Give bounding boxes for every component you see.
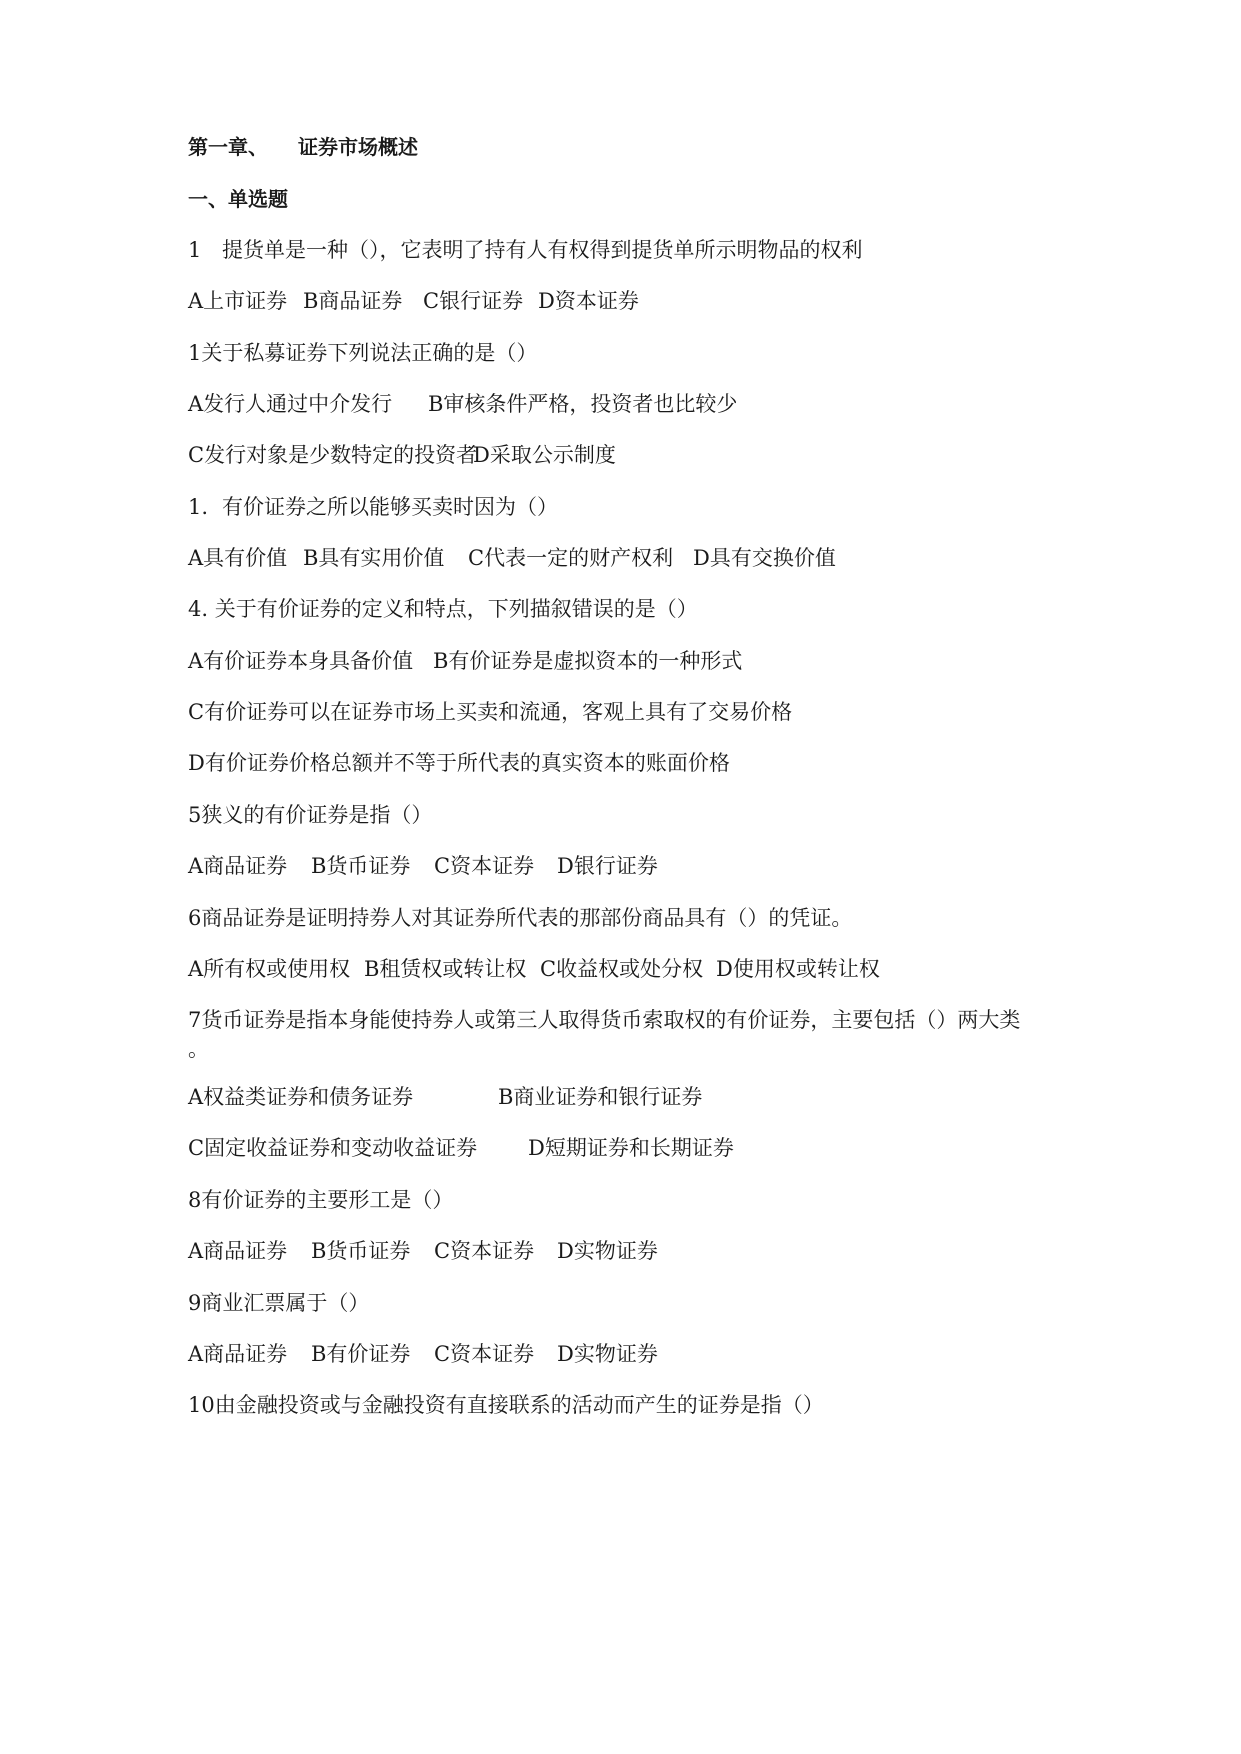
question-text: 提货单是一种（），它表明了持有人有权得到提货单所示明物品的权利: [222, 238, 863, 262]
option: B商业证券和银行证券: [498, 1085, 703, 1109]
options-row: [188, 954, 880, 984]
option: D实物证券: [557, 1239, 658, 1263]
option: B商品证券: [303, 289, 403, 313]
option: C资本证券: [434, 1239, 535, 1263]
option: D具有交换价值: [693, 546, 836, 570]
question-stem: 4. 关于有价证券的定义和特点，下列描叙错误的是（）: [188, 597, 698, 621]
chapter-title: 证券市场概述: [298, 135, 418, 159]
option: C收益权或处分权: [540, 957, 704, 981]
option: B有价证券是虚拟资本的一种形式: [433, 649, 743, 673]
option: A所有权或使用权: [188, 957, 351, 981]
option: B货币证券: [311, 1239, 411, 1263]
option: B货币证券: [311, 854, 411, 878]
option: A商品证券: [188, 1239, 288, 1263]
option: A具有价值: [188, 546, 288, 570]
options-row: [188, 1339, 658, 1369]
option: B审核条件严格，投资者也比较少: [428, 392, 738, 416]
options-row: [188, 851, 658, 881]
question-stem: 8有价证券的主要形工是（）: [188, 1188, 454, 1212]
option: A上市证券: [188, 289, 288, 313]
question-stem: [188, 235, 863, 265]
option: A权益类证券和债务证券: [188, 1085, 414, 1109]
chapter-heading: [188, 132, 418, 162]
question-stem: 9商业汇票属于（）: [188, 1291, 370, 1315]
option: B租赁权或转让权: [364, 957, 527, 981]
question-stem: 5狭义的有价证券是指（）: [188, 803, 433, 827]
options-row: [188, 389, 737, 419]
options-row: [188, 1236, 658, 1266]
option: A有价证券本身具备价值: [188, 649, 414, 673]
option: A商品证券: [188, 854, 288, 878]
option: C资本证券: [434, 854, 535, 878]
option: D银行证券: [557, 854, 658, 878]
option: D资本证券: [538, 289, 639, 313]
option: C银行证券: [423, 289, 524, 313]
option: A发行人通过中介发行: [188, 392, 393, 416]
option: D使用权或转让权: [716, 957, 880, 981]
question-stem: [188, 492, 558, 522]
options-row: [188, 646, 742, 676]
option: C代表一定的财产权利: [468, 546, 674, 570]
options-row: [188, 1133, 734, 1163]
option: B具有实用价值: [303, 546, 445, 570]
option: D有价证券价格总额并不等于所代表的真实资本的账面价格: [188, 751, 730, 775]
options-row: [188, 286, 639, 316]
question-stem: 1关于私募证券下列说法正确的是（）: [188, 341, 538, 365]
question-stem: 7货币证券是指本身能使持券人或第三人取得货币索取权的有价证券，主要包括（）两大类: [188, 1008, 1021, 1032]
option: D采取公示制度: [473, 443, 616, 467]
question-stem-continuation: 。: [188, 1037, 209, 1061]
option: C固定收益证券和变动收益证券: [188, 1136, 478, 1160]
question-stem: 10由金融投资或与金融投资有直接联系的活动而产生的证券是指（）: [188, 1393, 824, 1417]
options-row: [188, 440, 616, 470]
option: C资本证券: [434, 1342, 535, 1366]
option: A商品证券: [188, 1342, 288, 1366]
option: C发行对象是少数特定的投资者: [188, 443, 478, 467]
question-number: 1: [188, 238, 202, 262]
chapter-number: 第一章、: [188, 135, 268, 159]
option: D短期证券和长期证券: [528, 1136, 734, 1160]
section-heading: 一、单选题: [188, 187, 288, 211]
question-number: 1.: [188, 495, 209, 519]
option: B有价证券: [311, 1342, 411, 1366]
option: C有价证券可以在证券市场上买卖和流通，客观上具有了交易价格: [188, 700, 793, 724]
option: D实物证券: [557, 1342, 658, 1366]
question-text: 有价证券之所以能够买卖时因为（）: [222, 495, 558, 519]
question-stem: 6商品证券是证明持券人对其证券所代表的那部份商品具有（）的凭证。: [188, 906, 853, 930]
options-row: [188, 1082, 702, 1112]
options-row: [188, 543, 836, 573]
